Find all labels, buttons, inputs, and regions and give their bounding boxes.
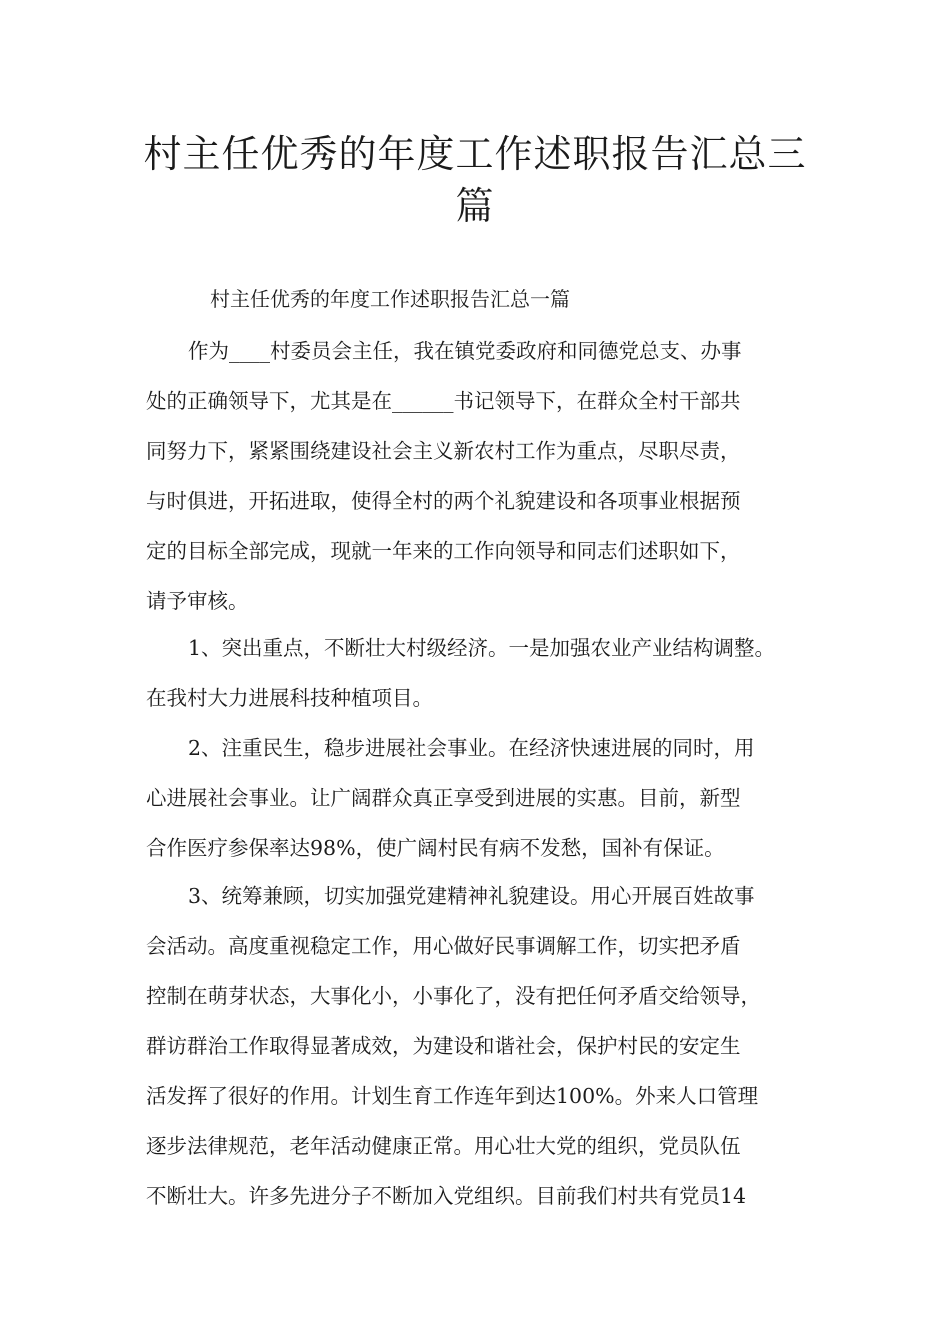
paragraph-line: 合作医疗参保率达98%，使广阔村民有病不发愁，国补有保证。: [146, 836, 725, 860]
paragraph-line: 同努力下，紧紧围绕建设社会主义新农村工作为重点，尽职尽责，: [146, 439, 741, 463]
document-title: 村主任优秀的年度工作述职报告汇总三篇: [143, 132, 807, 228]
paragraph-line: 作为____村委员会主任，我在镇党委政府和同德党总支、办事: [188, 339, 742, 363]
paragraph-line: 逐步法律规范，老年活动健康正常。用心壮大党的组织，党员队伍: [146, 1134, 741, 1158]
paragraph-line: 与时俱进，开拓进取，使得全村的两个礼貌建设和各项事业根据预: [146, 489, 741, 513]
paragraph-line: 1、突出重点，不断壮大村级经济。一是加强农业产业结构调整。: [188, 636, 776, 660]
paragraph-line: 在我村大力进展科技种植项目。: [146, 686, 433, 710]
paragraph-line: 3、统筹兼顾，切实加强党建精神礼貌建设。用心开展百姓故事: [188, 884, 755, 908]
paragraph-line: 不断壮大。许多先进分子不断加入党组织。目前我们村共有党员14: [146, 1184, 747, 1208]
paragraph-item-2: [146, 723, 826, 873]
paragraph-item-3: [146, 871, 826, 1221]
paragraph-line: 2、注重民生，稳步进展社会事业。在经济快速进展的同时，用: [188, 736, 755, 760]
paragraph-line: 控制在萌芽状态，大事化小，小事化了，没有把任何矛盾交给领导，: [146, 984, 761, 1008]
paragraph-line: 处的正确领导下，尤其是在______书记领导下，在群众全村干部共: [146, 389, 741, 413]
section-subtitle: 村主任优秀的年度工作述职报告汇总一篇: [210, 287, 570, 311]
paragraph-line: 请予审核。: [146, 589, 249, 613]
paragraph-intro: [146, 326, 826, 626]
paragraph-line: 活发挥了很好的作用。计划生育工作连年到达100%。外来人口管理: [146, 1084, 759, 1108]
paragraph-line: 会活动。高度重视稳定工作，用心做好民事调解工作，切实把矛盾: [146, 934, 741, 958]
paragraph-line: 定的目标全部完成，现就一年来的工作向领导和同志们述职如下，: [146, 539, 741, 563]
paragraph-line: 群访群治工作取得显著成效，为建设和谐社会，保护村民的安定生: [146, 1034, 741, 1058]
paragraph-line: 心进展社会事业。让广阔群众真正享受到进展的实惠。目前，新型: [146, 786, 741, 810]
paragraph-item-1: [146, 623, 826, 723]
